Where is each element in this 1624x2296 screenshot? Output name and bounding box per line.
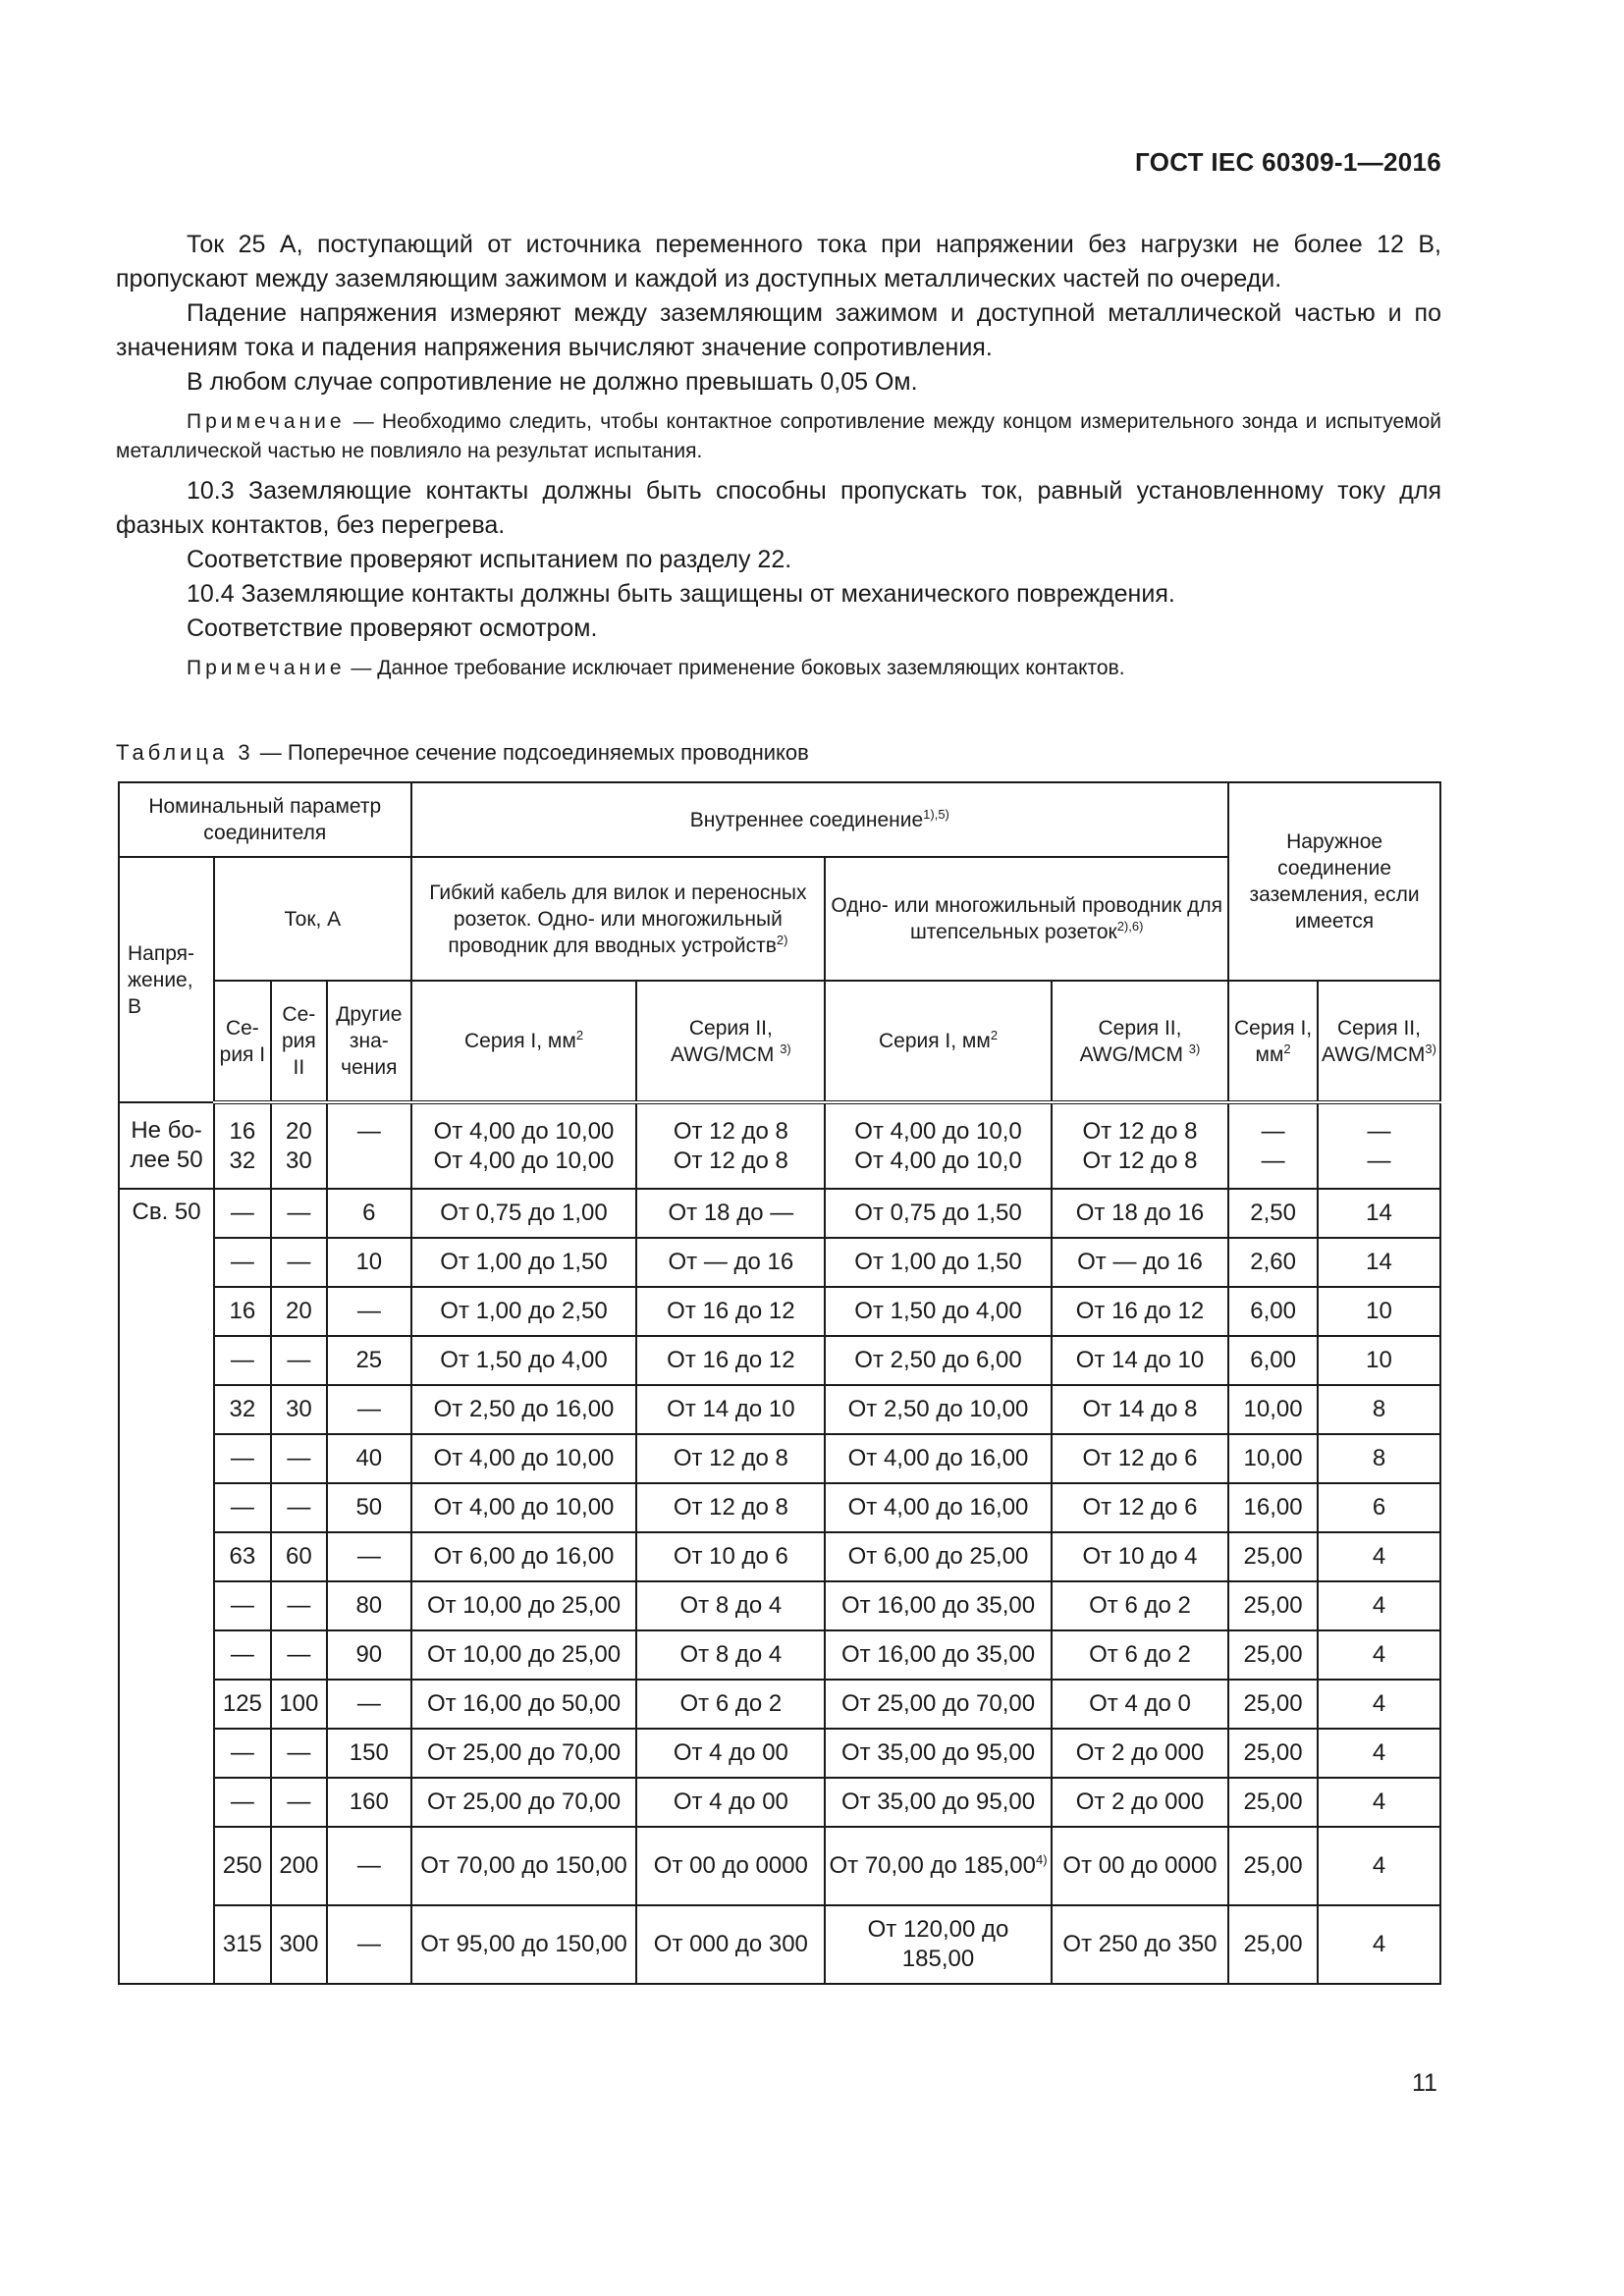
table-row [119, 1238, 1440, 1287]
table-row [119, 1581, 1440, 1630]
cell: 4 [1318, 1630, 1440, 1680]
cell: От 4 до 0 [1052, 1680, 1228, 1729]
cell: От 4,00 до 10,0 От 4,00 до 10,0 [825, 1102, 1052, 1189]
cell: 150 [327, 1729, 410, 1778]
paragraph: Соответствие проверяют осмотром. [187, 614, 598, 642]
cell: От 12 до 8 От 12 до 8 [636, 1102, 825, 1189]
cell: От 6 до 2 [1052, 1581, 1228, 1630]
cell: 80 [327, 1581, 410, 1630]
cell: От 1,50 до 4,00 [411, 1336, 637, 1385]
external-header: Наружное соединение заземления, если имеется [1228, 782, 1440, 981]
table-row [119, 1102, 1440, 1189]
voltage-cell: Св. 50 [119, 1189, 214, 1984]
cell: — [271, 1238, 327, 1287]
note-label: Примечание [187, 410, 346, 433]
cell: От 000 до 300 [636, 1905, 825, 1984]
table-row [119, 1630, 1440, 1680]
cell: 63 [214, 1532, 270, 1581]
cell: От 8 до 4 [636, 1581, 825, 1630]
cell: От 10,00 до 25,00 [411, 1630, 637, 1680]
cell: От 10 до 6 [636, 1532, 825, 1581]
voltage-header: Напря-жение, В [119, 857, 214, 1102]
cell: От 4 до 00 [636, 1729, 825, 1778]
cell: От 2,50 до 6,00 [825, 1336, 1052, 1385]
table-row [119, 1778, 1440, 1827]
cell: — [214, 1729, 270, 1778]
cell: 10,00 [1228, 1385, 1318, 1434]
cell: От 18 до 16 [1052, 1189, 1228, 1238]
voltage-cell: Не бо-лее 50 [119, 1102, 214, 1189]
cell: 6,00 [1228, 1287, 1318, 1336]
cell: От 2,50 до 10,00 [825, 1385, 1052, 1434]
cell: От 14 до 8 [1052, 1385, 1228, 1434]
cell: 4 [1318, 1532, 1440, 1581]
cell: — [214, 1778, 270, 1827]
body-text [116, 228, 1441, 691]
cell: 14 [1318, 1238, 1440, 1287]
cell: 25,00 [1228, 1778, 1318, 1827]
cell: 10 [1318, 1336, 1440, 1385]
cell: — — [1228, 1102, 1318, 1189]
cell: От 16 до 12 [636, 1287, 825, 1336]
cell: От 2 до 000 [1052, 1778, 1228, 1827]
cell: 60 [271, 1532, 327, 1581]
cell: — [327, 1385, 410, 1434]
caption-label: Таблица 3 [116, 740, 254, 765]
cell: От 6,00 до 16,00 [411, 1532, 637, 1581]
cell: 6 [327, 1189, 410, 1238]
solid-header: Одно- или многожильный проводник для штепсельных розеток$^{2),6)}$ [825, 857, 1228, 981]
cell: — [271, 1483, 327, 1532]
cell: — — [1318, 1102, 1440, 1189]
table-row [119, 1905, 1440, 1984]
cell: — [214, 1581, 270, 1630]
cell: От 4,00 до 16,00 [825, 1483, 1052, 1532]
table-row [119, 1827, 1440, 1905]
cell: От 4,00 до 10,00 От 4,00 до 10,00 [411, 1102, 637, 1189]
cell: 25,00 [1228, 1729, 1318, 1778]
cell: — [271, 1336, 327, 1385]
cell: 250 [214, 1827, 270, 1905]
cell: — [214, 1630, 270, 1680]
series2-header: Се-рия II [271, 981, 327, 1102]
caption-text: — Поперечное сечение подсоединяемых проводников [253, 740, 809, 765]
cell: От 6 до 2 [1052, 1630, 1228, 1680]
cell: От 0,75 до 1,00 [411, 1189, 637, 1238]
note-text: — Данное требование исключает применение боковых заземляющих контактов. [345, 657, 1125, 679]
cell: От 6,00 до 25,00 [825, 1532, 1052, 1581]
cell: — [271, 1189, 327, 1238]
cell: 100 [271, 1680, 327, 1729]
cell: От 35,00 до 95,00 [825, 1729, 1052, 1778]
cell: 16 32 [214, 1102, 270, 1189]
cell: От 35,00 до 95,00 [825, 1778, 1052, 1827]
cell: 50 [327, 1483, 410, 1532]
cell: От 16,00 до 50,00 [411, 1680, 637, 1729]
table-caption [116, 740, 809, 766]
cell: От 0,75 до 1,50 [825, 1189, 1052, 1238]
cell: 40 [327, 1434, 410, 1483]
cell: От 10,00 до 25,00 [411, 1581, 637, 1630]
cell: От 12 до 8 [636, 1483, 825, 1532]
cell: От 25,00 до 70,00 [825, 1680, 1052, 1729]
cell: От 1,00 до 2,50 [411, 1287, 637, 1336]
cell: 20 [271, 1287, 327, 1336]
cell: — [271, 1630, 327, 1680]
page-number: 11 [1412, 2069, 1437, 2097]
cell: 8 [1318, 1385, 1440, 1434]
cell: От 70,00 до 185,00$^{4)}$ [825, 1827, 1052, 1905]
cell: От 2 до 000 [1052, 1729, 1228, 1778]
ext-s1-header: Серия I, $мм^2$ [1228, 981, 1318, 1102]
cell: От 250 до 350 [1052, 1905, 1228, 1984]
cell: От 120,00 до 185,00 [825, 1905, 1052, 1984]
cell: От 95,00 до 150,00 [411, 1905, 637, 1984]
cell: От 10 до 4 [1052, 1532, 1228, 1581]
cell: 25,00 [1228, 1532, 1318, 1581]
cell: От 25,00 до 70,00 [411, 1778, 637, 1827]
cell: От 8 до 4 [636, 1630, 825, 1680]
cell: От 1,00 до 1,50 [411, 1238, 637, 1287]
ext-s2-header: Серия II, AWG/MCM$^{3)}$ [1318, 981, 1440, 1102]
cell: 25 [327, 1336, 410, 1385]
cell: — [214, 1336, 270, 1385]
table-row [119, 1336, 1440, 1385]
cell: От 1,50 до 4,00 [825, 1287, 1052, 1336]
cell: 16 [214, 1287, 270, 1336]
cell: 10 [1318, 1287, 1440, 1336]
table-row [119, 1680, 1440, 1729]
paragraph: Соответствие проверяют испытанием по разделу 22. [187, 546, 792, 573]
note-text: — Необходимо следить, чтобы контактное сопротивление между концом измерительного зонда и испытуемой металлической частью не повлияло на результат испытания. [116, 410, 1441, 462]
cell: 4 [1318, 1778, 1440, 1827]
other-header: Другие зна-чения [327, 981, 410, 1102]
cell: От 12 до 8 [636, 1434, 825, 1483]
flex-s2-header: Серия II, AWG/MCM $^{3)}$ [636, 981, 825, 1102]
paragraph: Ток 25 А, поступающий от источника переменного тока при напряжении без нагрузки не более 12 В, пропускают между заземляющим зажимом и каждой из доступных металлических частей по очереди. [116, 231, 1441, 293]
cell: — [214, 1434, 270, 1483]
cell: 160 [327, 1778, 410, 1827]
cell: 6,00 [1228, 1336, 1318, 1385]
current-header: Ток, А [214, 857, 410, 981]
document-header: ГОСТ IEC 60309-1—2016 [1135, 147, 1441, 177]
cell: 300 [271, 1905, 327, 1984]
cell: От 25,00 до 70,00 [411, 1729, 637, 1778]
cell: От 00 до 0000 [636, 1827, 825, 1905]
solid-s2-header: Серия II, AWG/MCM $^{3)}$ [1052, 981, 1228, 1102]
cell: От 4 до 00 [636, 1778, 825, 1827]
cell: От 14 до 10 [636, 1385, 825, 1434]
cell: 2,60 [1228, 1238, 1318, 1287]
paragraph: 10.3 Заземляющие контакты должны быть способны пропускать ток, равный установленному току для фазных контактов, без перегрева. [116, 477, 1441, 539]
cell: От 18 до — [636, 1189, 825, 1238]
cell: От 12 до 8 От 12 до 8 [1052, 1102, 1228, 1189]
note-label: Примечание [187, 657, 346, 679]
cell: От 70,00 до 150,00 [411, 1827, 637, 1905]
solid-s1-header: Серия I, $мм^2$ [825, 981, 1052, 1102]
cell: — [271, 1729, 327, 1778]
cell: 4 [1318, 1827, 1440, 1905]
table-row [119, 1287, 1440, 1336]
note [116, 407, 1441, 466]
table-row [119, 1385, 1440, 1434]
cell: — [327, 1680, 410, 1729]
nominal-header: Номинальный параметр соединителя [119, 782, 411, 857]
cell: От 00 до 0000 [1052, 1827, 1228, 1905]
cell: 30 [271, 1385, 327, 1434]
cell: 25,00 [1228, 1630, 1318, 1680]
cell: От 4,00 до 16,00 [825, 1434, 1052, 1483]
cell: От 14 до 10 [1052, 1336, 1228, 1385]
table-row [119, 1729, 1440, 1778]
cell: 4 [1318, 1581, 1440, 1630]
cell: 125 [214, 1680, 270, 1729]
cell: От — до 16 [636, 1238, 825, 1287]
cell: 6 [1318, 1483, 1440, 1532]
paragraph: 10.4 Заземляющие контакты должны быть защищены от механического повреждения. [187, 580, 1175, 608]
cell: — [214, 1189, 270, 1238]
flex-header: Гибкий кабель для вилок и переносных розеток. Одно- или многожильный проводник для вводных устройств$^{2)}$ [411, 857, 826, 981]
flex-s1-header: Серия I, $мм^2$ [411, 981, 637, 1102]
cell: 25,00 [1228, 1827, 1318, 1905]
cell: 25,00 [1228, 1581, 1318, 1630]
cell: От 2,50 до 16,00 [411, 1385, 637, 1434]
cell: 32 [214, 1385, 270, 1434]
cell: — [327, 1532, 410, 1581]
cell: — [271, 1581, 327, 1630]
cell: От — до 16 [1052, 1238, 1228, 1287]
table-row [119, 1532, 1440, 1581]
cell: От 16,00 до 35,00 [825, 1630, 1052, 1680]
paragraph: В любом случае сопротивление не должно превышать 0,05 Ом. [187, 368, 918, 396]
cell: От 12 до 6 [1052, 1483, 1228, 1532]
note [116, 654, 1441, 683]
cell: 20 30 [271, 1102, 327, 1189]
cell: 8 [1318, 1434, 1440, 1483]
cell: От 4,00 до 10,00 [411, 1483, 637, 1532]
cell: — [327, 1827, 410, 1905]
cell: От 16 до 12 [636, 1336, 825, 1385]
cell: 4 [1318, 1680, 1440, 1729]
cell: 10,00 [1228, 1434, 1318, 1483]
cell: От 1,00 до 1,50 [825, 1238, 1052, 1287]
cell: — [214, 1238, 270, 1287]
cell: — [214, 1483, 270, 1532]
cell: 14 [1318, 1189, 1440, 1238]
cell: 4 [1318, 1729, 1440, 1778]
cell: От 16 до 12 [1052, 1287, 1228, 1336]
cell: 25,00 [1228, 1905, 1318, 1984]
cell: — [271, 1434, 327, 1483]
cell: От 12 до 6 [1052, 1434, 1228, 1483]
table-row [119, 1189, 1440, 1238]
cell: От 6 до 2 [636, 1680, 825, 1729]
cell: 25,00 [1228, 1680, 1318, 1729]
table-row [119, 1483, 1440, 1532]
cell: 2,50 [1228, 1189, 1318, 1238]
cell: 200 [271, 1827, 327, 1905]
table-row [119, 1434, 1440, 1483]
conductor-table [118, 781, 1441, 1985]
cell: — [271, 1778, 327, 1827]
series1-header: Се-рия I [214, 981, 270, 1102]
cell: 90 [327, 1630, 410, 1680]
cell: 10 [327, 1238, 410, 1287]
cell: — [327, 1102, 410, 1189]
cell: 315 [214, 1905, 270, 1984]
cell: — [327, 1287, 410, 1336]
internal-header: Внутреннее соединение$^{1),5)}$ [411, 782, 1229, 857]
cell: 4 [1318, 1905, 1440, 1984]
cell: От 4,00 до 10,00 [411, 1434, 637, 1483]
cell: От 16,00 до 35,00 [825, 1581, 1052, 1630]
paragraph: Падение напряжения измеряют между заземляющим зажимом и доступной металлической частью и по значениям тока и падения напряжения вычисляют значение сопротивления. [116, 299, 1441, 361]
cell: 16,00 [1228, 1483, 1318, 1532]
cell: — [327, 1905, 410, 1984]
